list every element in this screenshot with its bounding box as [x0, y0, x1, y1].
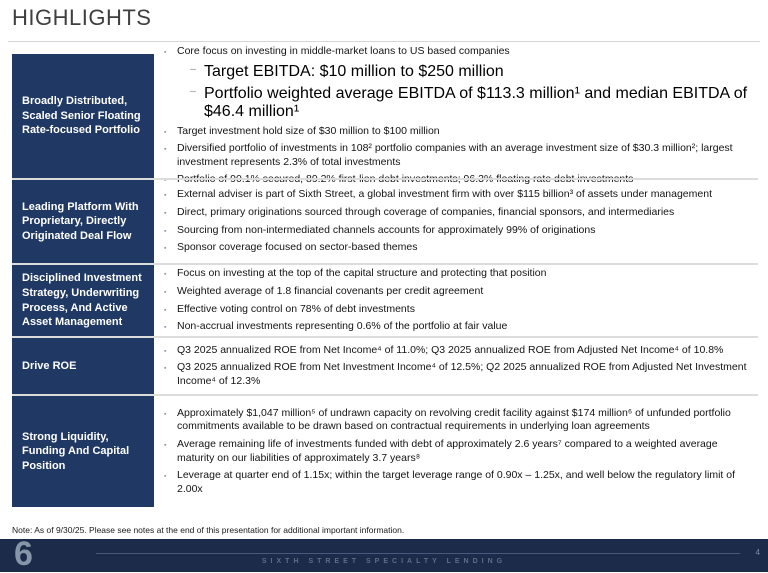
square-bullet-icon: ▪ — [164, 209, 167, 217]
square-bullet-icon: ▪ — [164, 245, 167, 253]
bullet-item — [164, 407, 756, 434]
row-content — [154, 396, 758, 507]
row-content — [154, 338, 758, 394]
bullet-text: Effective voting control on 78% of debt investments — [177, 302, 415, 315]
bullet-text: Leverage at quarter end of 1.15x; within the target leverage range of 0.90x – 1.25x, and well below the regulatory limit of 2.00x — [177, 469, 736, 495]
bullet-text: Diversified portfolio of investments in 108² portfolio companies with an average investment size of $30.3 million²; largest investment represents 2.3% of total investments — [177, 142, 733, 168]
bullet-text: Weighted average of 1.8 financial covenants per credit agreement — [177, 284, 484, 297]
square-bullet-icon: ▪ — [164, 146, 167, 154]
bullet-item — [164, 125, 756, 139]
square-bullet-icon: ▪ — [164, 128, 167, 136]
bullet-item — [164, 303, 756, 317]
square-bullet-icon: ▪ — [164, 347, 167, 355]
table-row — [12, 336, 758, 394]
bullet-text: Sourcing from non-intermediated channels accounts for approximately 99% of originations — [177, 223, 596, 236]
row-label: Drive ROE — [12, 338, 154, 394]
row-content — [154, 180, 758, 263]
bullet-item — [164, 344, 756, 358]
square-bullet-icon: ▪ — [164, 271, 167, 279]
bullet-item — [164, 361, 756, 388]
footer-divider — [96, 553, 740, 554]
dash-bullet-icon: – — [190, 84, 196, 97]
bullet-text: Q3 2025 annualized ROE from Net Income⁴ of 11.0%; Q3 2025 annualized ROE from Adjusted Net Income⁴ of 10.8% — [177, 343, 724, 356]
bullet-item — [164, 142, 756, 169]
bullet-text: Average remaining life of investments funded with debt of approximately 2.6 years⁷ compared to a weighted average maturity on our liabilities of approximately 3.7 years⁸ — [177, 437, 718, 464]
bullet-text: Direct, primary originations sourced through coverage of companies, financial sponsors, and intermediaries — [177, 205, 675, 218]
bullet-item — [164, 267, 756, 281]
bullet-text: Focus on investing at the top of the capital structure and protecting that position — [177, 267, 547, 280]
square-bullet-icon: ▪ — [164, 365, 167, 373]
square-bullet-icon: ▪ — [164, 410, 167, 418]
table-row — [12, 263, 758, 336]
bullet-item — [164, 224, 756, 238]
dash-bullet-icon: – — [190, 62, 196, 75]
brand-name: SIXTH STREET SPECIALTY LENDING — [261, 558, 507, 565]
square-bullet-icon: ▪ — [164, 306, 167, 314]
sub-bullet-text: Target EBITDA: $10 million to $250 million — [204, 62, 504, 80]
row-content — [154, 44, 758, 186]
sub-bullet-item — [190, 63, 756, 81]
slide-number-large: 6 — [14, 535, 33, 573]
bullet-text: External adviser is part of Sixth Street, a global investment firm with over $115 billion³ of assets under management — [177, 188, 712, 201]
bullet-text: Q3 2025 annualized ROE from Net Investment Income⁴ of 12.5%; Q2 2025 annualized ROE from Adjusted Net Investment Income⁴ of 12.3% — [177, 361, 747, 387]
bullet-item — [164, 206, 756, 220]
bullet-item — [164, 438, 756, 465]
bullet-item — [164, 285, 756, 299]
bullet-text: Portfolio of 90.1% secured, 89.2% first-lien debt investments; 96.3% floating rate debt investments — [177, 173, 634, 186]
bullet-text: Non-accrual investments representing 0.6% of the portfolio at fair value — [177, 320, 508, 333]
highlights-table — [12, 44, 758, 507]
bullet-item — [164, 469, 756, 496]
bullet-text: Sponsor coverage focused on sector-based themes — [177, 241, 418, 254]
bullet-text: Core focus on investing in middle-market loans to US based companies — [177, 44, 510, 57]
sub-bullet-text: Portfolio weighted average EBITDA of $113.3 million¹ and median EBITDA of $46.4 million¹ — [204, 84, 748, 120]
bullet-item — [164, 320, 756, 334]
square-bullet-icon: ▪ — [164, 48, 167, 56]
table-row — [12, 178, 758, 263]
bullet-item — [164, 45, 756, 59]
square-bullet-icon: ▪ — [164, 441, 167, 449]
footnote: Note: As of 9/30/25. Please see notes at the end of this presentation for additional important information. — [12, 525, 405, 535]
sub-bullet-item — [190, 85, 756, 121]
footer-bar — [0, 535, 768, 573]
page-title: HIGHLIGHTS — [12, 5, 152, 30]
square-bullet-icon: ▪ — [164, 192, 167, 200]
square-bullet-icon: ▪ — [164, 227, 167, 235]
square-bullet-icon: ▪ — [164, 288, 167, 296]
page-number: 4 — [755, 548, 760, 557]
title-divider — [8, 41, 760, 42]
square-bullet-icon: ▪ — [164, 177, 167, 185]
row-label: Leading Platform With Proprietary, Directly Originated Deal Flow — [12, 180, 154, 263]
row-content — [154, 265, 758, 336]
bullet-item — [164, 241, 756, 255]
table-row — [12, 44, 758, 186]
bullet-item — [164, 188, 756, 202]
square-bullet-icon: ▪ — [164, 473, 167, 481]
table-row — [12, 394, 758, 507]
row-label: Disciplined Investment Strategy, Underwriting Process, And Active Asset Management — [12, 265, 154, 336]
row-label: Strong Liquidity, Funding And Capital Position — [12, 396, 154, 507]
bullet-text: Target investment hold size of $30 million to $100 million — [177, 124, 440, 137]
row-label: Broadly Distributed, Scaled Senior Floating Rate-focused Portfolio — [12, 54, 154, 178]
square-bullet-icon: ▪ — [164, 324, 167, 332]
bullet-text: Approximately $1,047 million⁵ of undrawn capacity on revolving credit facility against $174 million⁶ of unfunded portfolio commitments available to be drawn based on contractual requirements in underlying loan agreements — [177, 406, 731, 433]
